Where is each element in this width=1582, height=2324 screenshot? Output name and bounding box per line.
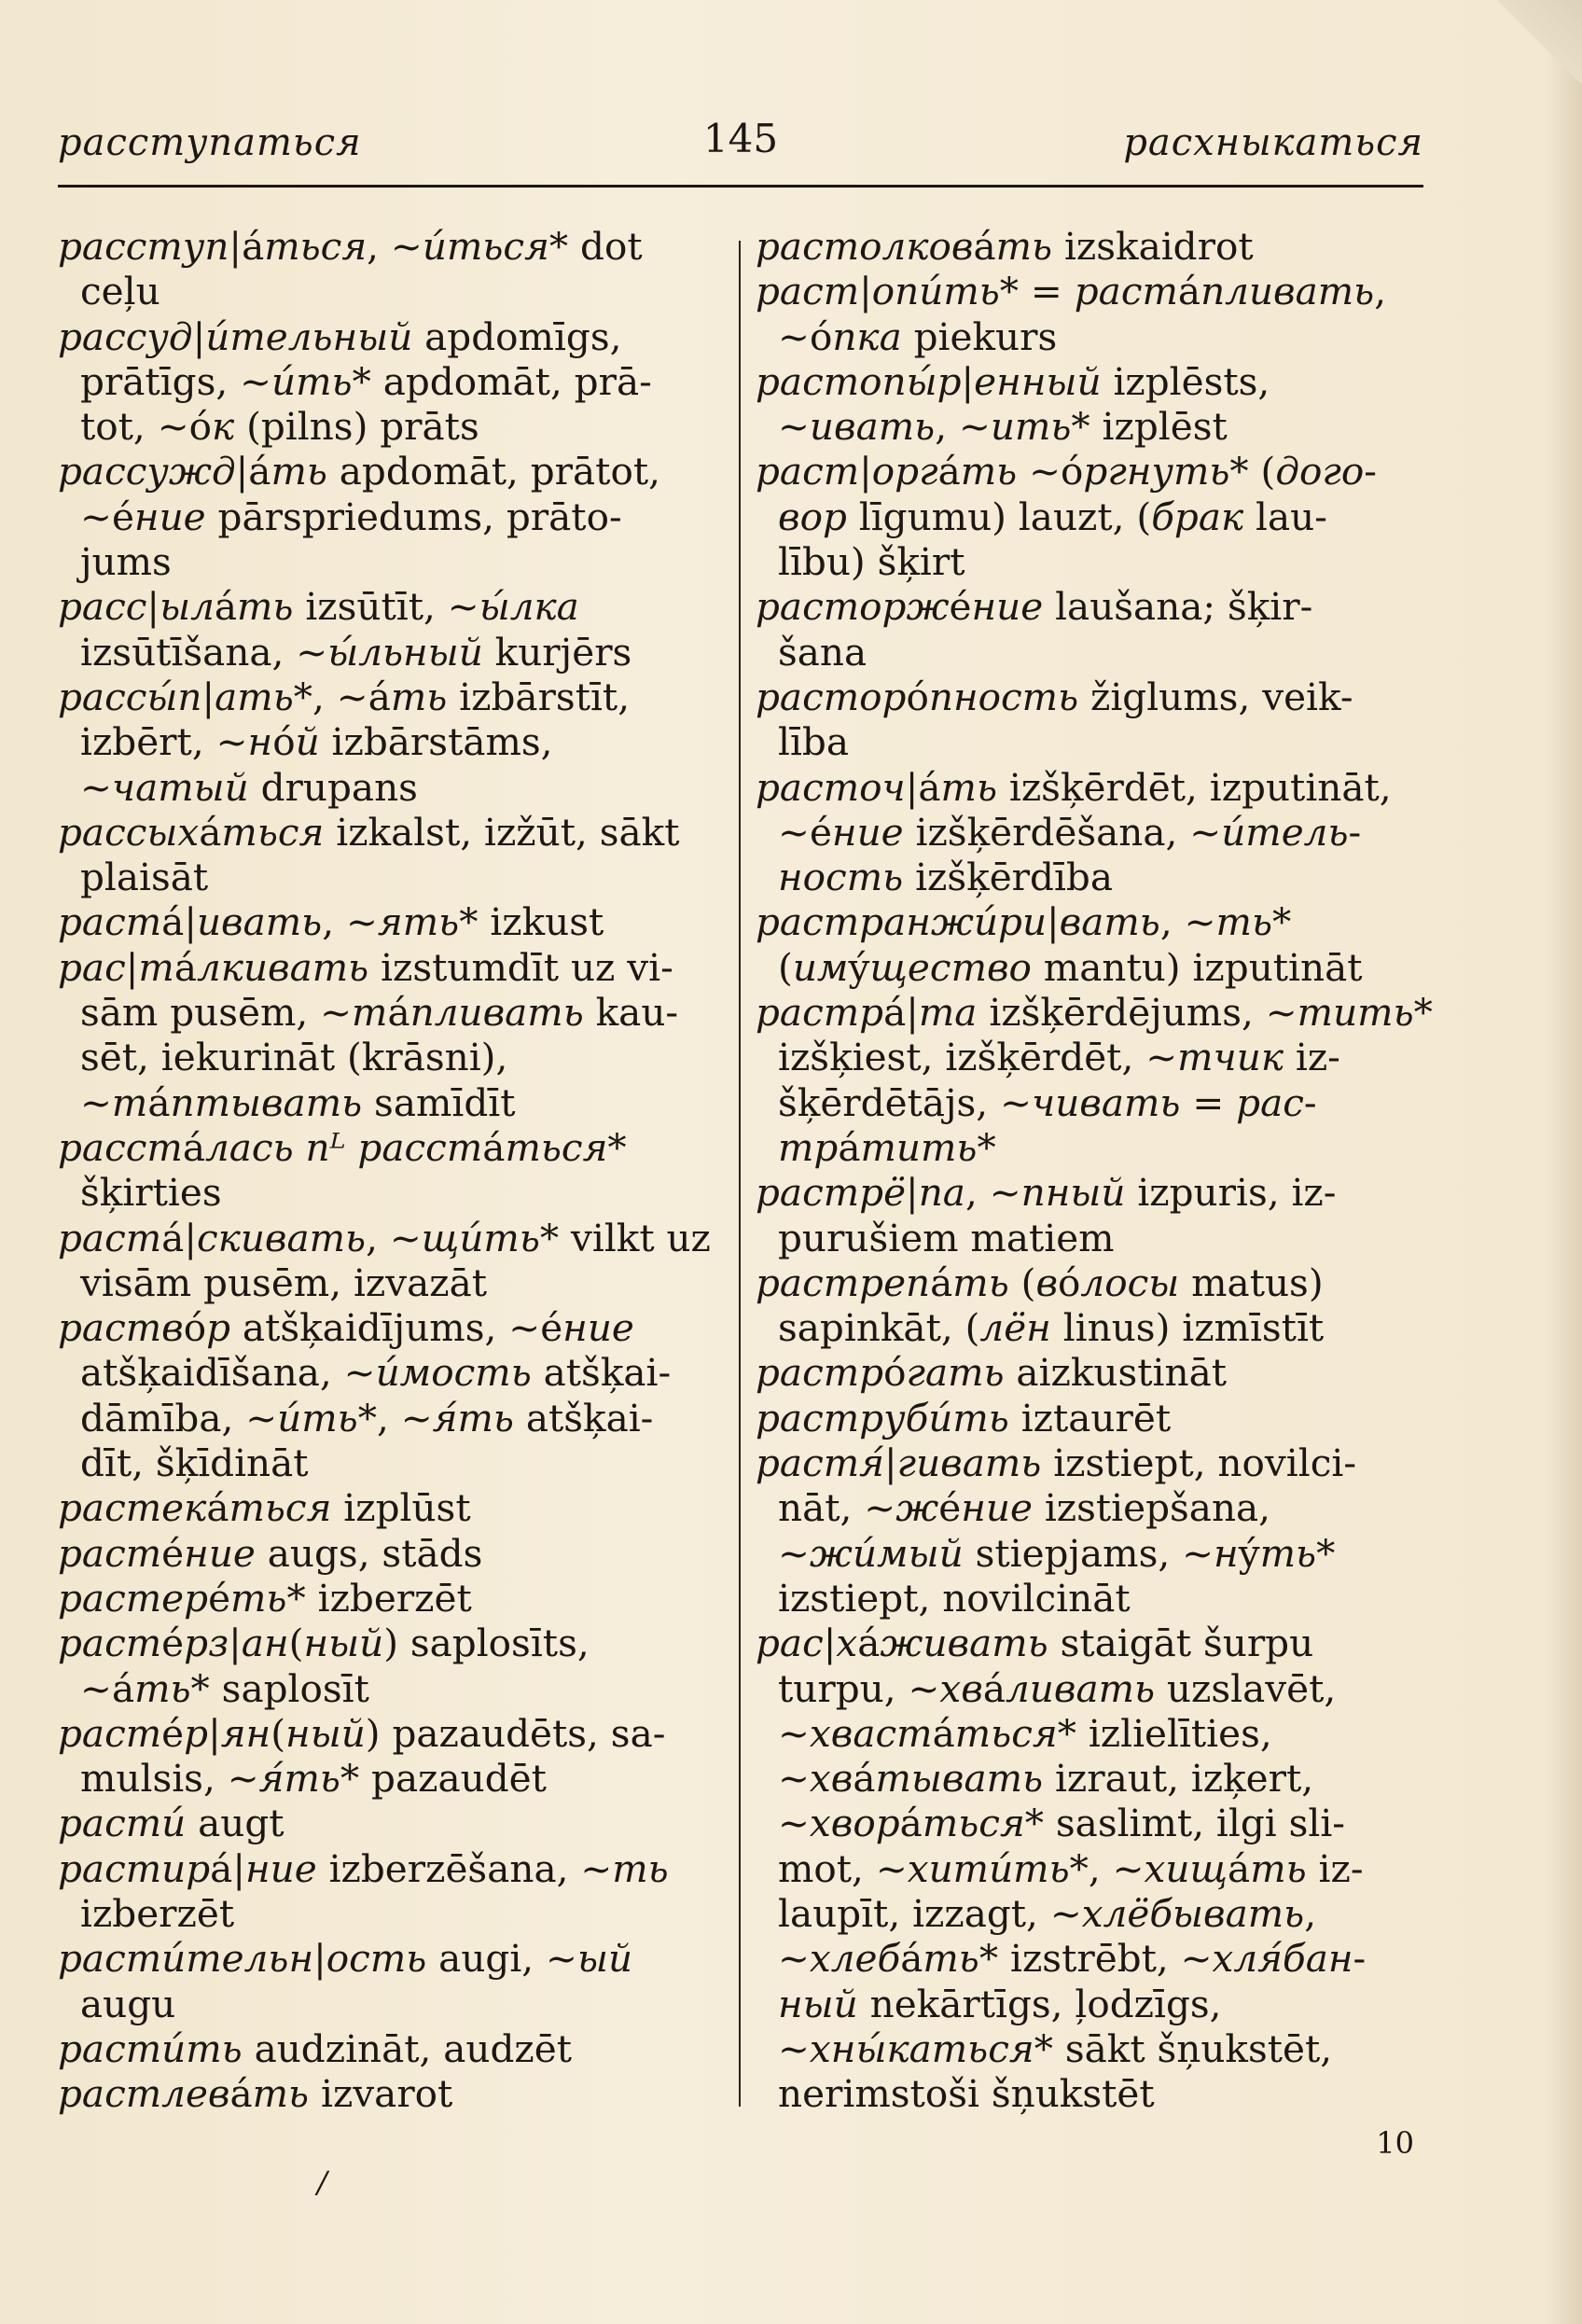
entry-line: mot, ~хити́ть*, ~хищáть iz-: [778, 1845, 1364, 1891]
dictionary-entry: [58, 1621, 737, 1711]
dictionary-entry: [756, 899, 1427, 990]
page-edge-shadow: [1545, 0, 1582, 2324]
entry-line: растéрз|ан(ный) saplosīts,: [58, 1621, 590, 1666]
entry-line: расти́ть audzināt, audzēt: [58, 2025, 573, 2071]
entry-line: nāt, ~жéние izstiepšana,: [778, 1485, 1271, 1531]
entry-line: ~хны́каться* sākt šņukstēt,: [778, 2025, 1333, 2071]
entry-line: šķērdētājs, ~чивать = рас-: [778, 1079, 1317, 1125]
entry-line: izberzēt: [80, 1890, 235, 1936]
entry-line: tot, ~óк (pilns) prāts: [80, 404, 479, 450]
entry-line: lība: [778, 719, 849, 765]
dictionary-entry: [58, 314, 737, 450]
dictionary-entry: [58, 2071, 737, 2116]
entry-line: расти́тельн|ость augi, ~ый: [58, 1936, 633, 1982]
entry-line: ~хвастáться* izlielīties,: [778, 1710, 1272, 1756]
entry-line: ность izšķērdība: [778, 855, 1113, 900]
column-divider: [739, 241, 741, 2107]
entry-line: растрóгать aizkustināt: [756, 1350, 1228, 1396]
entry-line: šķirties: [80, 1170, 222, 1216]
dictionary-entry: [756, 990, 1433, 1170]
page-corner-fold: [1498, 0, 1582, 103]
entry-line: mulsis, ~я́ть* pazaudēt: [80, 1756, 547, 1802]
entry-line: растирá|ние izberzēšana, ~ть: [58, 1845, 669, 1891]
dictionary-entry: [756, 1350, 1427, 1395]
right-column: [756, 224, 1433, 2117]
entry-line: раструби́ть iztaurēt: [756, 1395, 1172, 1440]
entry-line: рас|тáлкивать izstumdīt uz vi-: [58, 944, 673, 990]
entry-line: растрá|та izšķērdējums, ~тить*: [756, 990, 1433, 1036]
entry-line: dīt, šķīdināt: [80, 1440, 309, 1486]
dictionary-entry: [58, 1576, 737, 1621]
entry-line: раст|оргáть ~óргнуть* (дого-: [756, 449, 1377, 494]
entry-line: трáтить*: [778, 1124, 996, 1170]
dictionary-entry: [58, 1485, 737, 1530]
entry-line: ~ивать, ~ить* izplēst: [778, 404, 1228, 450]
entry-line: sēt, iekurināt (krāsni),: [80, 1035, 508, 1080]
entry-line: растекáться izplūst: [58, 1485, 471, 1531]
entry-line: растéр|ян(ный) pazaudēts, sa-: [58, 1710, 666, 1756]
dictionary-entry: [756, 1260, 1427, 1351]
entry-line: растá|ивать, ~ять* izkust: [58, 899, 604, 945]
dictionary-entry: [756, 675, 1427, 765]
dictionary-entry: [58, 899, 737, 944]
entry-line: sapinkāt, (лён linus) izmīstīt: [778, 1305, 1325, 1351]
running-header: [58, 110, 1423, 185]
dictionary-entry: [756, 1440, 1427, 1621]
entry-line: растрё|па, ~пный izpuris, iz-: [756, 1170, 1337, 1216]
dictionary-entry: [58, 1531, 737, 1576]
entry-line: раст|опи́ть* = растáпливать,: [756, 269, 1387, 314]
entry-line: ~тáптывать samīdīt: [80, 1079, 516, 1125]
header-rule: [58, 185, 1423, 188]
entry-line: расторжéние laušana; šķir-: [756, 584, 1313, 630]
dictionary-entry: [58, 449, 737, 584]
entry-line: izbērt, ~нóй izbārstāms,: [80, 719, 553, 765]
entry-line: расступ|áться, ~и́ться* dot: [58, 224, 643, 269]
entry-line: растерéть* izberzēt: [58, 1575, 472, 1621]
dictionary-entry: [58, 1936, 737, 2026]
entry-line: растопы́р|енный izplēsts,: [756, 358, 1270, 404]
dictionary-entry: [58, 2026, 737, 2071]
dictionary-entry: [58, 1846, 737, 1937]
entry-line: ~чатый drupans: [80, 764, 418, 810]
header-first-word: расступаться: [58, 121, 362, 164]
entry-line: atšķaidīšana, ~и́мость atšķai-: [80, 1350, 672, 1396]
entry-line: ~жи́мый stiepjams, ~нýть*: [778, 1530, 1336, 1576]
entry-line: nerimstoši šņukstēt: [778, 2071, 1155, 2117]
entry-line: рассужд|áть apdomāt, prātot,: [58, 449, 660, 494]
entry-line: растолковáть izskaidrot: [756, 224, 1254, 269]
entry-line: расти́ augt: [58, 1801, 284, 1846]
entry-line: расторóпность žiglums, veik-: [756, 674, 1353, 719]
entry-line: расс|ылáть izsūtīt, ~ы́лка: [58, 584, 579, 630]
entry-line: раствóр atšķaidījums, ~éние: [58, 1305, 634, 1351]
entry-line: augu: [80, 1981, 176, 2026]
entry-line: (имýщество mantu) izputināt: [778, 944, 1363, 990]
dictionary-entry: [58, 675, 737, 810]
entry-line: расточ|áть izšķērdēt, izputināt,: [756, 764, 1392, 810]
entry-line: šana: [778, 629, 867, 675]
entry-line: растлевáть izvarot: [58, 2071, 453, 2117]
dictionary-entry: [58, 945, 737, 1125]
entry-line: растя́|гивать izstiept, novilci-: [756, 1440, 1357, 1486]
entry-line: рассы́п|ать*, ~áть izbārstīt,: [58, 674, 631, 719]
dictionary-entry: [756, 449, 1427, 584]
entry-line: ~áть* saplosīt: [80, 1665, 369, 1711]
page-number: 145: [702, 116, 779, 161]
header-last-word: расхныкаться: [1123, 121, 1423, 164]
left-column: [58, 224, 737, 2116]
dictionary-entry: [58, 1711, 737, 1802]
entry-line: izstiept, novilcināt: [778, 1575, 1131, 1621]
dictionary-entry: [58, 224, 737, 314]
entry-line: рассыхáться izkalst, izžūt, sākt: [58, 809, 680, 855]
dictionary-entry: [756, 765, 1427, 900]
entry-line: turpu, ~хвáливать uzslavēt,: [778, 1665, 1337, 1711]
dictionary-entry: [58, 1305, 737, 1485]
entry-line: ~éние pārspriedums, prāto-: [80, 494, 622, 539]
entry-line: plaisāt: [80, 855, 209, 900]
entry-line: ~óпка piekurs: [778, 313, 1058, 359]
dictionary-entry: [756, 269, 1427, 359]
entry-line: растранжи́ри|вать, ~ть*: [756, 899, 1292, 945]
entry-line: растá|скивать, ~щи́ть* vilkt uz: [58, 1215, 711, 1260]
entry-line: ный nekārtīgs, ļodzīgs,: [778, 1981, 1222, 2026]
entry-line: izšķiest, izšķērdēt, ~тчик iz-: [778, 1035, 1340, 1080]
entry-line: растéние augs, stāds: [58, 1530, 483, 1576]
entry-line: lību) šķirt: [778, 539, 965, 585]
dictionary-entry: [756, 1621, 1427, 2116]
entry-line: ceļu: [80, 269, 160, 314]
entry-line: izsūtīšana, ~ы́льный kurjērs: [80, 629, 632, 675]
entry-line: расстáлась пᴸ расстáться*: [58, 1124, 627, 1170]
dictionary-entry: [756, 359, 1427, 450]
signature-number: 10: [1376, 2125, 1414, 2161]
entry-line: ~éние izšķērdēšana, ~и́тель-: [778, 809, 1362, 855]
dictionary-entry: [756, 1396, 1427, 1440]
entry-line: purušiem matiem: [778, 1215, 1115, 1260]
entry-line: dāmība, ~и́ть*, ~я́ть atšķai-: [80, 1395, 654, 1440]
entry-line: ~хворáться* saslimt, ilgi sli-: [778, 1801, 1345, 1846]
dictionary-entry: [756, 1170, 1427, 1260]
entry-line: ~хвáтывать izraut, izķert,: [778, 1756, 1314, 1802]
entry-line: рассуд|и́тельный apdomīgs,: [58, 313, 622, 359]
entry-line: laupīt, izzagt, ~хлёбывать,: [778, 1890, 1317, 1936]
dictionary-entry: [756, 224, 1427, 269]
entry-line: вор līgumu) lauzt, (брак lau-: [778, 494, 1327, 539]
entry-line: рас|хáживать staigāt šurpu: [756, 1621, 1314, 1666]
dictionary-entry: [58, 584, 737, 675]
entry-line: sām pusēm, ~тáпливать kau-: [80, 990, 679, 1036]
dictionary-entry: [58, 1216, 737, 1306]
entry-line: visām pusēm, izvazāt: [80, 1259, 488, 1305]
dictionary-entry: [58, 1125, 737, 1216]
entry-line: растрепáть (вóлосы matus): [756, 1259, 1324, 1305]
entry-line: prātīgs, ~и́ть* apdomāt, prā-: [80, 358, 652, 404]
entry-line: jums: [80, 539, 172, 585]
dictionary-entry: [756, 584, 1427, 675]
stray-mark: /: [317, 2164, 327, 2200]
dictionary-entry: [58, 810, 737, 900]
entry-line: ~хлебáть* izstrēbt, ~хля́бан-: [778, 1936, 1367, 1982]
dictionary-entry: [58, 1801, 737, 1845]
